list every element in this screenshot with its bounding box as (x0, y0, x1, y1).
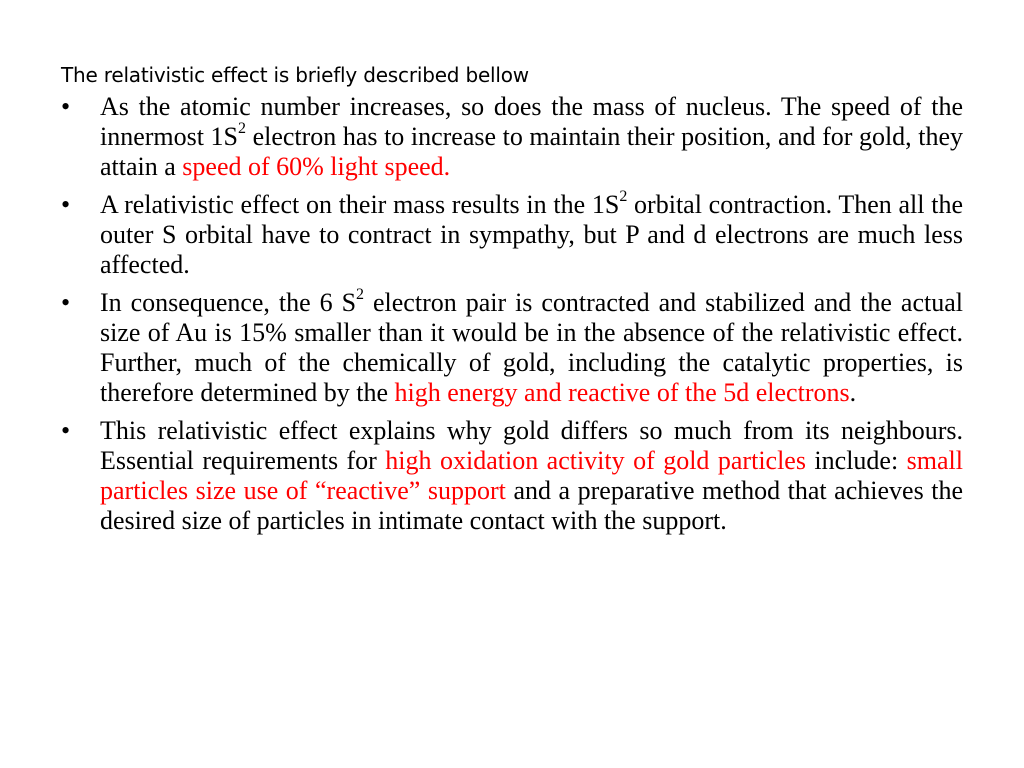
bullet-item (61, 288, 963, 408)
bullet-item (61, 416, 963, 536)
bullet-item (61, 190, 963, 280)
bullet-text: electron pair is contracted and stabilized and the actual size of Au is 15% smaller than it would be in the absence of the relativistic effect. Further, much of the chemically of gold, including the catalytic properties, is therefore determined by the (100, 288, 963, 407)
bullet-text: and a preparative method that achieves the desired size of particles in intimate contact with the support. (100, 476, 963, 535)
highlighted-text: speed of 60% light speed. (182, 152, 451, 181)
highlighted-text: small particles size use of “reactive” support (100, 446, 963, 505)
bullet-marker: • (61, 92, 71, 121)
bullet-text: As the atomic number increases, so does the mass of nucleus. The speed of the innermost 1S (100, 92, 963, 151)
bullet-text: A relativistic effect on their mass results in the 1S (100, 190, 620, 219)
bullet-marker: • (61, 416, 71, 445)
bullet-list (61, 92, 963, 536)
bullet-text: . (849, 378, 857, 407)
superscript: 2 (238, 120, 247, 138)
bullet-text: orbital contraction. Then all the outer S orbital have to contract in sympathy, but P and d electrons are much less affected. (100, 190, 963, 279)
highlighted-text: high energy and reactive of the 5d electrons (394, 378, 850, 407)
bullet-marker: • (61, 190, 71, 219)
bullet-marker: • (61, 288, 71, 317)
slide-heading: The relativistic effect is briefly described bellow (61, 63, 529, 87)
bullet-text: This relativistic effect explains why gold differs so much from its neighbours. Essential requirements for (100, 416, 963, 475)
highlighted-text: high oxidation activity of gold particles (385, 446, 806, 475)
superscript: 2 (619, 188, 628, 206)
bullet-text: include: (805, 446, 907, 475)
bullet-text: electron has to increase to maintain their position, and for gold, they attain a (100, 122, 963, 181)
bullet-text: In consequence, the 6 S (100, 288, 357, 317)
superscript: 2 (356, 286, 365, 304)
bullet-item (61, 92, 963, 182)
